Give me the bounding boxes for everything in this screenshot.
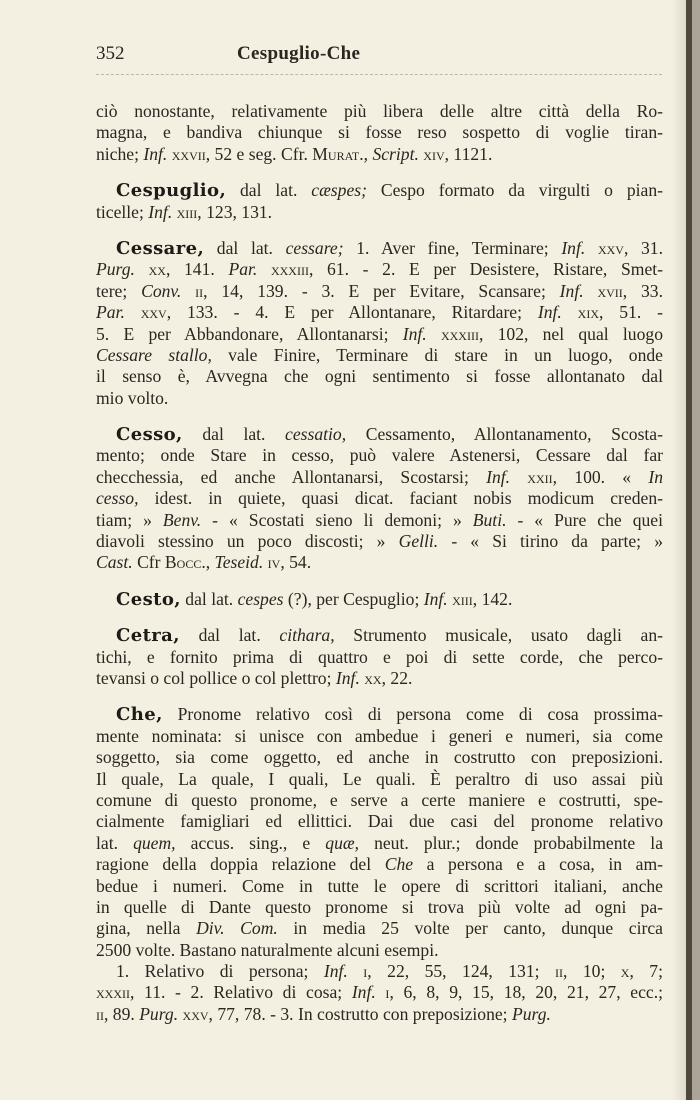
italic-text: Inf. xyxy=(148,201,173,222)
italic-text: Purg. xyxy=(139,1003,179,1024)
text-line xyxy=(96,790,663,811)
text-run: , 123, 131. xyxy=(197,201,273,222)
text-line xyxy=(96,876,663,897)
italic-text: Inf. xyxy=(402,323,427,344)
small-caps-text: xiii xyxy=(172,201,198,222)
page-gutter-shadow xyxy=(672,0,686,1100)
text-run: , xyxy=(363,143,373,164)
dictionary-entry-cetra xyxy=(96,625,663,689)
text-line xyxy=(96,961,663,982)
text-run: idest. in quiete, quasi dicat. faciant nobis modicum creden- xyxy=(138,488,663,509)
italic-text: Div. Com. xyxy=(196,918,278,939)
text-line xyxy=(96,510,663,531)
italic-text: Inf. xyxy=(351,982,376,1003)
page-number: 352 xyxy=(96,43,125,64)
text-run: , 102, nel qual luogo xyxy=(478,323,663,344)
headword: Cesto, xyxy=(116,588,181,610)
text-run: , 31. xyxy=(623,237,664,258)
text-run: comune di questo pronome, e serve a certe maniere e costrutti, spe- xyxy=(96,789,663,810)
text-line xyxy=(96,324,663,345)
small-caps-text: xx xyxy=(134,259,166,280)
text-run: Pronome relativo così di persona come di cosa prossima- xyxy=(162,704,663,725)
text-run: 5. E per Abbandonare, Allontanarsi; xyxy=(96,323,403,344)
text-run: - « Scostati sieno li demoni; » xyxy=(201,509,473,530)
italic-text: Par. xyxy=(96,302,125,323)
text-run: Cessamento, Allontanamento, Scosta- xyxy=(346,424,663,445)
text-run: , 1121. xyxy=(444,143,493,164)
small-caps-text: xxxiii xyxy=(257,259,309,280)
italic-text: Script. xyxy=(372,143,419,164)
text-run: Cfr xyxy=(132,552,165,573)
headword: Cetra, xyxy=(116,625,180,647)
text-run: , 22, 55, 124, 131; xyxy=(367,961,555,982)
text-run: , 52 e seg. Cfr. xyxy=(205,143,313,164)
text-run: checchessia, ed anche Allontanarsi, Scostarsi; xyxy=(96,466,487,487)
text-line xyxy=(96,366,663,387)
text-run: , xyxy=(205,552,215,573)
text-run: 1. Relativo di persona; xyxy=(116,961,324,982)
small-caps-text: x xyxy=(620,961,630,982)
text-run: - « Pure che quei xyxy=(506,509,663,530)
small-caps-text: xxxiii xyxy=(426,323,479,344)
italic-text: quæ, xyxy=(325,832,359,853)
small-caps-text: xiv xyxy=(418,143,445,164)
text-run: - « Si tirino da parte; » xyxy=(438,531,663,552)
text-line xyxy=(96,918,663,939)
italic-text: Teseid. xyxy=(214,552,264,573)
text-run: (?), per Cespuglio; xyxy=(283,588,424,609)
italic-text: Purg. xyxy=(96,259,135,280)
headword: Cessare, xyxy=(116,237,205,259)
italic-text: Inf. xyxy=(537,302,562,323)
italic-text: Purg. xyxy=(511,1003,551,1024)
text-line xyxy=(96,747,663,768)
small-caps-text: xvii xyxy=(583,280,623,301)
text-run: tichi, e fornito prima di quattro e poi di sette corde, che perco- xyxy=(96,646,663,667)
text-run: ragione della doppia relazione del xyxy=(96,854,385,875)
text-run: dal lat. xyxy=(179,625,280,646)
text-run: , 100. « xyxy=(552,466,649,487)
text-run: accus. sing., e xyxy=(175,832,326,853)
text-run: in quelle di Dante questo pronome si trova più volte ad ogni pa- xyxy=(96,896,663,917)
text-run: mento; onde Stare in cesso, può valere Astenersi, Cessare dal far xyxy=(96,445,663,466)
text-run: 2500 volte. Bastano naturalmente alcuni esempi. xyxy=(96,939,439,960)
small-caps-text: Murat. xyxy=(312,143,364,164)
text-line xyxy=(96,552,663,573)
small-caps-text: xiii xyxy=(447,588,473,609)
small-caps-text: xx xyxy=(359,667,382,688)
italic-text: cessatio, xyxy=(285,424,347,445)
text-run: niche; xyxy=(96,143,144,164)
small-caps-text: xix xyxy=(561,302,600,323)
text-line xyxy=(96,589,663,610)
text-run: soggetto, sia come oggetto, ed anche in costrutto con preposizioni. xyxy=(96,747,663,768)
text-run: ciò nonostante, relativamente più libera delle altre città della Ro- xyxy=(96,101,663,121)
italic-text: Inf. xyxy=(335,667,360,688)
text-line xyxy=(96,345,663,366)
text-run: gina, nella xyxy=(96,918,197,939)
text-run: magna, e bandiva chiunque si fosse reso sospetto di voglie tiran- xyxy=(96,122,663,143)
italic-text: Inf. xyxy=(559,280,584,301)
small-caps-text: iv xyxy=(263,552,281,573)
text-run: bedue i numeri. Come in tutte le opere di scrittori italiani, anche xyxy=(96,875,663,896)
text-line xyxy=(96,259,663,280)
dictionary-entry-cesso xyxy=(96,424,663,574)
text-line xyxy=(96,281,663,302)
text-line xyxy=(96,122,663,143)
text-line xyxy=(96,302,663,323)
text-run: dal lat. xyxy=(182,424,286,445)
text-run: 1. Aver fine, Terminare; xyxy=(343,237,562,258)
text-line xyxy=(96,101,663,122)
text-run: diavoli stessino un poco discosti; » xyxy=(96,531,399,552)
headword: Cespuglio, xyxy=(116,180,227,202)
book-page-stack xyxy=(692,0,700,1100)
text-line xyxy=(96,982,663,1003)
small-caps-text: Bocc. xyxy=(164,552,206,573)
italic-text: Cessare stallo, xyxy=(96,344,212,365)
entry-continuation xyxy=(96,101,663,165)
text-line xyxy=(96,668,663,689)
text-run: , 54. xyxy=(280,552,312,573)
dictionary-entry-cesto xyxy=(96,589,663,610)
italic-text: In xyxy=(648,466,663,487)
headword: Cesso, xyxy=(116,424,183,446)
text-line xyxy=(96,488,663,509)
italic-text: cæspes; xyxy=(311,180,367,201)
italic-text: quem, xyxy=(133,832,176,853)
text-line xyxy=(96,704,663,725)
small-caps-text: i xyxy=(347,961,368,982)
text-run: a persona e a cosa, in am- xyxy=(413,854,663,875)
text-run: , 33. xyxy=(622,280,664,301)
text-run: tiam; » xyxy=(96,509,163,530)
text-run: , 7; xyxy=(629,961,663,982)
text-run: , 11. - 2. Relativo di cosa; xyxy=(130,982,352,1003)
text-run: , 10; xyxy=(563,961,621,982)
text-line xyxy=(96,424,663,445)
text-line xyxy=(96,144,663,165)
text-run: vale Finire, Terminare di stare in un luogo, onde xyxy=(211,344,663,365)
text-run: tevansi o col pollice o col plettro; xyxy=(96,667,336,688)
text-run: , 141. xyxy=(165,259,229,280)
small-caps-text: i xyxy=(375,982,390,1003)
text-run: , 61. - 2. E per Desistere, Ristare, Smet- xyxy=(308,259,664,280)
text-run: mente nominata: si unisce con ambedue i generi e numeri, sia come xyxy=(96,725,663,746)
text-line xyxy=(96,811,663,832)
small-caps-text: ii xyxy=(96,1003,104,1024)
text-run: dal lat. xyxy=(204,237,286,258)
small-caps-text: xxv xyxy=(178,1003,209,1024)
italic-text: Inf. xyxy=(561,237,586,258)
running-head: Cespuglio-Che xyxy=(237,43,361,64)
text-run: in media 25 volte per canto, dunque circa xyxy=(277,918,663,939)
text-run: , 77, 78. - 3. In costrutto con preposizione; xyxy=(208,1003,512,1024)
text-line xyxy=(96,726,663,747)
dictionary-entry-cespuglio xyxy=(96,180,663,223)
italic-text: Conv. xyxy=(141,280,182,301)
header-rule xyxy=(96,74,662,75)
text-run: ticelle; xyxy=(96,201,149,222)
text-line xyxy=(96,940,663,961)
text-run: , 6, 8, 9, 15, 18, 20, 21, 27, ecc.; xyxy=(389,982,663,1003)
text-run: dal lat. xyxy=(180,588,238,609)
text-line xyxy=(96,180,663,201)
text-line xyxy=(96,647,663,668)
italic-text: cessare; xyxy=(285,237,344,258)
text-line xyxy=(96,854,663,875)
italic-text: Benv. xyxy=(162,509,202,530)
small-caps-text: xxxii xyxy=(96,982,130,1003)
dictionary-entry-che xyxy=(96,704,663,1025)
text-run: cialmente famigliari ed ellittici. Dai due casi del pronome relativo xyxy=(96,811,663,832)
italic-text: Inf. xyxy=(423,588,448,609)
italic-text: cesso, xyxy=(96,488,139,509)
text-run: il senso è, Avvegna che ogni sentimento si fosse allontanato dal xyxy=(96,366,663,387)
text-line xyxy=(96,531,663,552)
italic-text: Inf. xyxy=(323,961,348,982)
italic-text: Buti. xyxy=(472,509,507,530)
text-run: , 22. xyxy=(381,667,413,688)
small-caps-text: xxii xyxy=(510,466,553,487)
italic-text: cithara, xyxy=(279,625,335,646)
small-caps-text: ii xyxy=(181,280,204,301)
text-line xyxy=(96,625,663,646)
dictionary-entry-cessare xyxy=(96,238,663,409)
small-caps-text: xxvii xyxy=(167,143,206,164)
text-line xyxy=(96,769,663,790)
text-run: , 89. xyxy=(104,1003,140,1024)
text-run: Cespo formato da virgulti o pian- xyxy=(366,180,663,201)
text-run: , 14, 139. - 3. E per Evitare, Scansare; xyxy=(203,280,560,301)
text-run: , 142. xyxy=(472,588,513,609)
text-run: Il quale, La quale, I quali, Le quali. È peraltro di uso assai più xyxy=(96,768,663,789)
text-line xyxy=(96,445,663,466)
text-run: , 133. - 4. E per Allontanare, Ritardare; xyxy=(166,302,538,323)
text-line xyxy=(96,388,663,409)
italic-text: cespes xyxy=(237,588,284,609)
text-run: dal lat. xyxy=(226,180,312,201)
italic-text: Inf. xyxy=(486,466,511,487)
text-line xyxy=(96,202,663,223)
italic-text: Gelli. xyxy=(398,531,439,552)
text-line xyxy=(96,1004,663,1025)
text-run: neut. plur.; donde probabilmente la xyxy=(359,832,664,853)
small-caps-text: xxv xyxy=(585,237,624,258)
text-run: mio volto. xyxy=(96,387,169,408)
small-caps-text: ii xyxy=(555,961,563,982)
text-run: Strumento musicale, usato dagli an- xyxy=(334,625,663,646)
italic-text: Cast. xyxy=(96,552,133,573)
italic-text: Par. xyxy=(228,259,258,280)
text-line xyxy=(96,897,663,918)
italic-text: Che xyxy=(384,854,414,875)
small-caps-text: xxv xyxy=(124,302,167,323)
italic-text: Inf. xyxy=(143,143,168,164)
dictionary-body xyxy=(96,101,663,1025)
text-line xyxy=(96,467,663,488)
text-run: , 51. - xyxy=(599,302,663,323)
headword: Che, xyxy=(116,704,163,726)
text-run: lat. xyxy=(96,832,134,853)
text-line xyxy=(96,833,663,854)
text-run: tere; xyxy=(96,280,142,301)
text-line xyxy=(96,238,663,259)
